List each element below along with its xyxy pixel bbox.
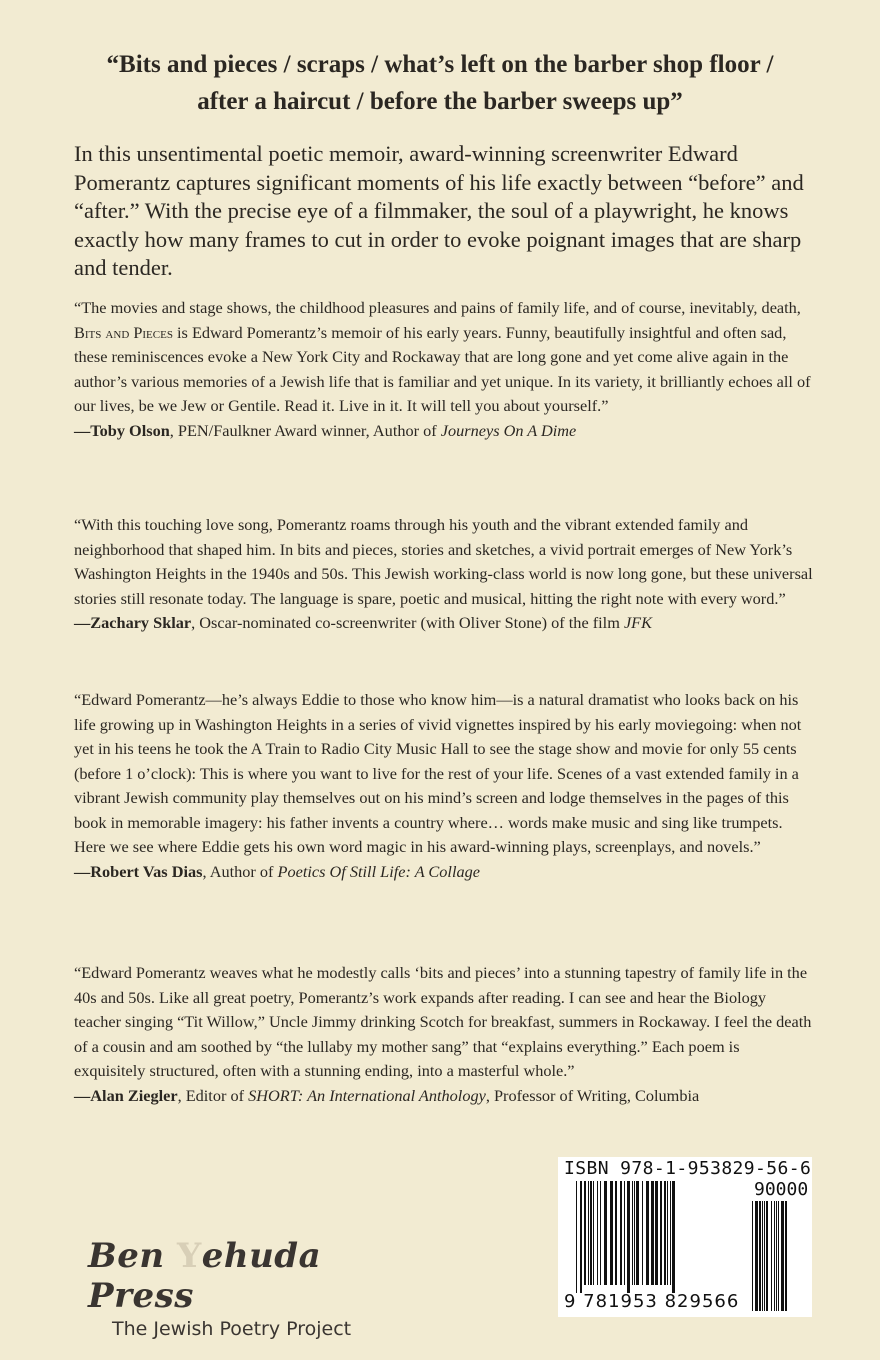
barcode-bar [576,1181,577,1293]
price-addon: 90000 [754,1179,809,1200]
barcode-bar [660,1181,662,1285]
barcode-bar [615,1181,617,1285]
barcode-bar [672,1181,675,1293]
addon-bar [752,1201,753,1311]
barcode-bar [642,1181,643,1285]
attribution-name: —Toby Olson [74,420,170,440]
publisher-name [88,1236,418,1316]
addon-bar [781,1201,784,1311]
barcode-bar [636,1181,639,1285]
attribution-role: , PEN/Faulkner Award winner, Author of [169,420,441,440]
barcode-bar [624,1181,625,1285]
attribution-name: —Alan Ziegler [74,1085,178,1105]
blurb-2 [74,513,814,636]
barcode-bar [646,1181,649,1285]
barcode-bar [620,1181,622,1285]
barcode-bar [590,1181,592,1285]
blurb-text: “Edward Pomerantz weaves what he modestly calls ‘bits and pieces’ into a stunning tapestry of family life in the 40s and 50s. Like all great poetry, Pomerantz’s work expands after reading. I can see and hear the Biology teacher singing “Tit Willow,” Uncle Jimmy drinking Scotch for breakfast, summers in Rockaway. I feel the death of a cousin and am soothed by “the lullaby my mother sang” that “explains everything.” Each poem is exquisitely structured, often with a stunning ending, into a masterful whole.” [74,963,812,1080]
blurb-text: “The movies and stage shows, the childhood pleasures and pains of family life, and of course, inevitably, death, [74,298,801,317]
publisher-name-part-1: Ben [88,1236,177,1276]
barcode-bar [632,1181,633,1285]
barcode-bar [588,1181,589,1285]
addon-bar [759,1201,761,1311]
blurb-attribution [74,611,814,636]
attribution-name: —Robert Vas Dias [74,861,203,881]
publisher-logo [88,1236,418,1340]
addon-bar [762,1201,763,1311]
attribution-work: Journeys On A Dime [440,420,577,440]
intro-paragraph: In this unsentimental poetic memoir, award-winning screenwriter Edward Pomerantz captures significant moments of his life exactly between “before” and “after.” With the precise eye of a filmmaker, the soul of a playwright, he knows exactly how many frames to cut in order to evoke poignant images that are sharp and tender. [74,141,804,280]
addon-bar [764,1201,765,1311]
attribution-work: JFK [623,613,652,632]
epigraph-line-2: after a haircut / before the barber sweeps up” [197,88,683,115]
barcode-bar [610,1181,613,1285]
barcode-digits: 9 781953 829566 [564,1291,740,1312]
attribution-work: SHORT: An International Anthology [248,1085,486,1105]
blurb-1 [74,296,814,443]
barcode-bar [600,1181,601,1285]
blurb-4 [74,961,814,1108]
isbn-barcode [558,1157,812,1317]
addon-bar [785,1201,787,1311]
barcode-bar [593,1181,594,1285]
isbn-number: ISBN 978-1-953829-56-6 [564,1158,812,1179]
barcode-bar [634,1181,635,1285]
addon-bar [776,1201,777,1311]
barcode-bar [651,1181,654,1285]
addon-bar [774,1201,775,1311]
barcode-bar [584,1181,586,1285]
blurb-text-continued: is Edward Pomerantz’s memoir of his early years. Funny, beautifully insightful and often sad, these reminiscences evoke a New York City and Rockaway that are long gone and yet come alive again in the author’s various memories of a Jewish life that is familiar and yet unique. In its variety, it brilliantly echoes all of our lives, be we Jew or Gentile. Read it. Live in it. It will tell you about yourself.” [74,322,811,415]
blurb-3 [74,688,814,884]
attribution-role: , Author of [202,861,278,881]
blurb-attribution [74,860,814,885]
addon-bar [755,1201,758,1311]
publisher-name-part-2: ehuda Press [88,1236,322,1316]
epigraph-line-1: “Bits and pieces / scraps / what’s left on the barber shop floor / [106,51,774,78]
barcode-bar [604,1181,607,1285]
addon-bar [766,1201,768,1311]
epigraph [40,46,840,120]
barcode-bar [664,1181,666,1285]
publisher-name-y: Y [176,1236,202,1276]
blurb-attribution [74,1084,814,1109]
barcode-bar [580,1181,582,1293]
attribution-role: , Editor of [177,1085,249,1105]
barcode-bar [627,1181,630,1293]
barcode-bar [655,1181,658,1285]
book-title: Bits and Pieces [74,322,173,342]
barcode-bar [670,1181,671,1285]
attribution-name: —Zachary Sklar [74,613,192,632]
blurb-attribution [74,419,814,444]
blurb-text: “With this touching love song, Pomerantz roams through his youth and the vibrant extended family and neighborhood that shaped him. In bits and pieces, stories and sketches, a vivid portrait emerges of New York’s Washington Heights in the 1940s and 50s. This Jewish working-class world is now long gone, but these universal stories still resonate today. The language is spare, poetic and musical, hitting the right note with every word.” [74,515,813,608]
attribution-role: , Oscar-nominated co-screenwriter (with Oliver Stone) of the film [191,613,624,632]
addon-bar [771,1201,772,1311]
barcode-bar [597,1181,598,1285]
publisher-tagline: The Jewish Poetry Project [112,1318,352,1340]
attribution-role-after: , Professor of Writing, Columbia [485,1085,700,1105]
blurb-text: “Edward Pomerantz—he’s always Eddie to those who know him—is a natural dramatist who looks back on his life growing up in Washington Heights in a series of vivid vignettes inspired by his early moviegoing: when not yet in his teens he took the A Train to Radio City Music Hall to see the stage show and movie for only 55 cents (before 1 o’clock): This is where you want to live for the rest of your life. Scenes of a vast extended family in a vibrant Jewish community play themselves out on his mind’s screen and lodge themselves in the pages of this book in memorable imagery: his father invents a country where… words make music and sing like trumpets. Here we see where Eddie gets his own word magic in his award-winning plays, screenplays, and novels.” [74,690,802,856]
attribution-work: Poetics Of Still Life: A Collage [277,861,480,881]
addon-bar [778,1201,779,1311]
barcode-bar [667,1181,668,1285]
